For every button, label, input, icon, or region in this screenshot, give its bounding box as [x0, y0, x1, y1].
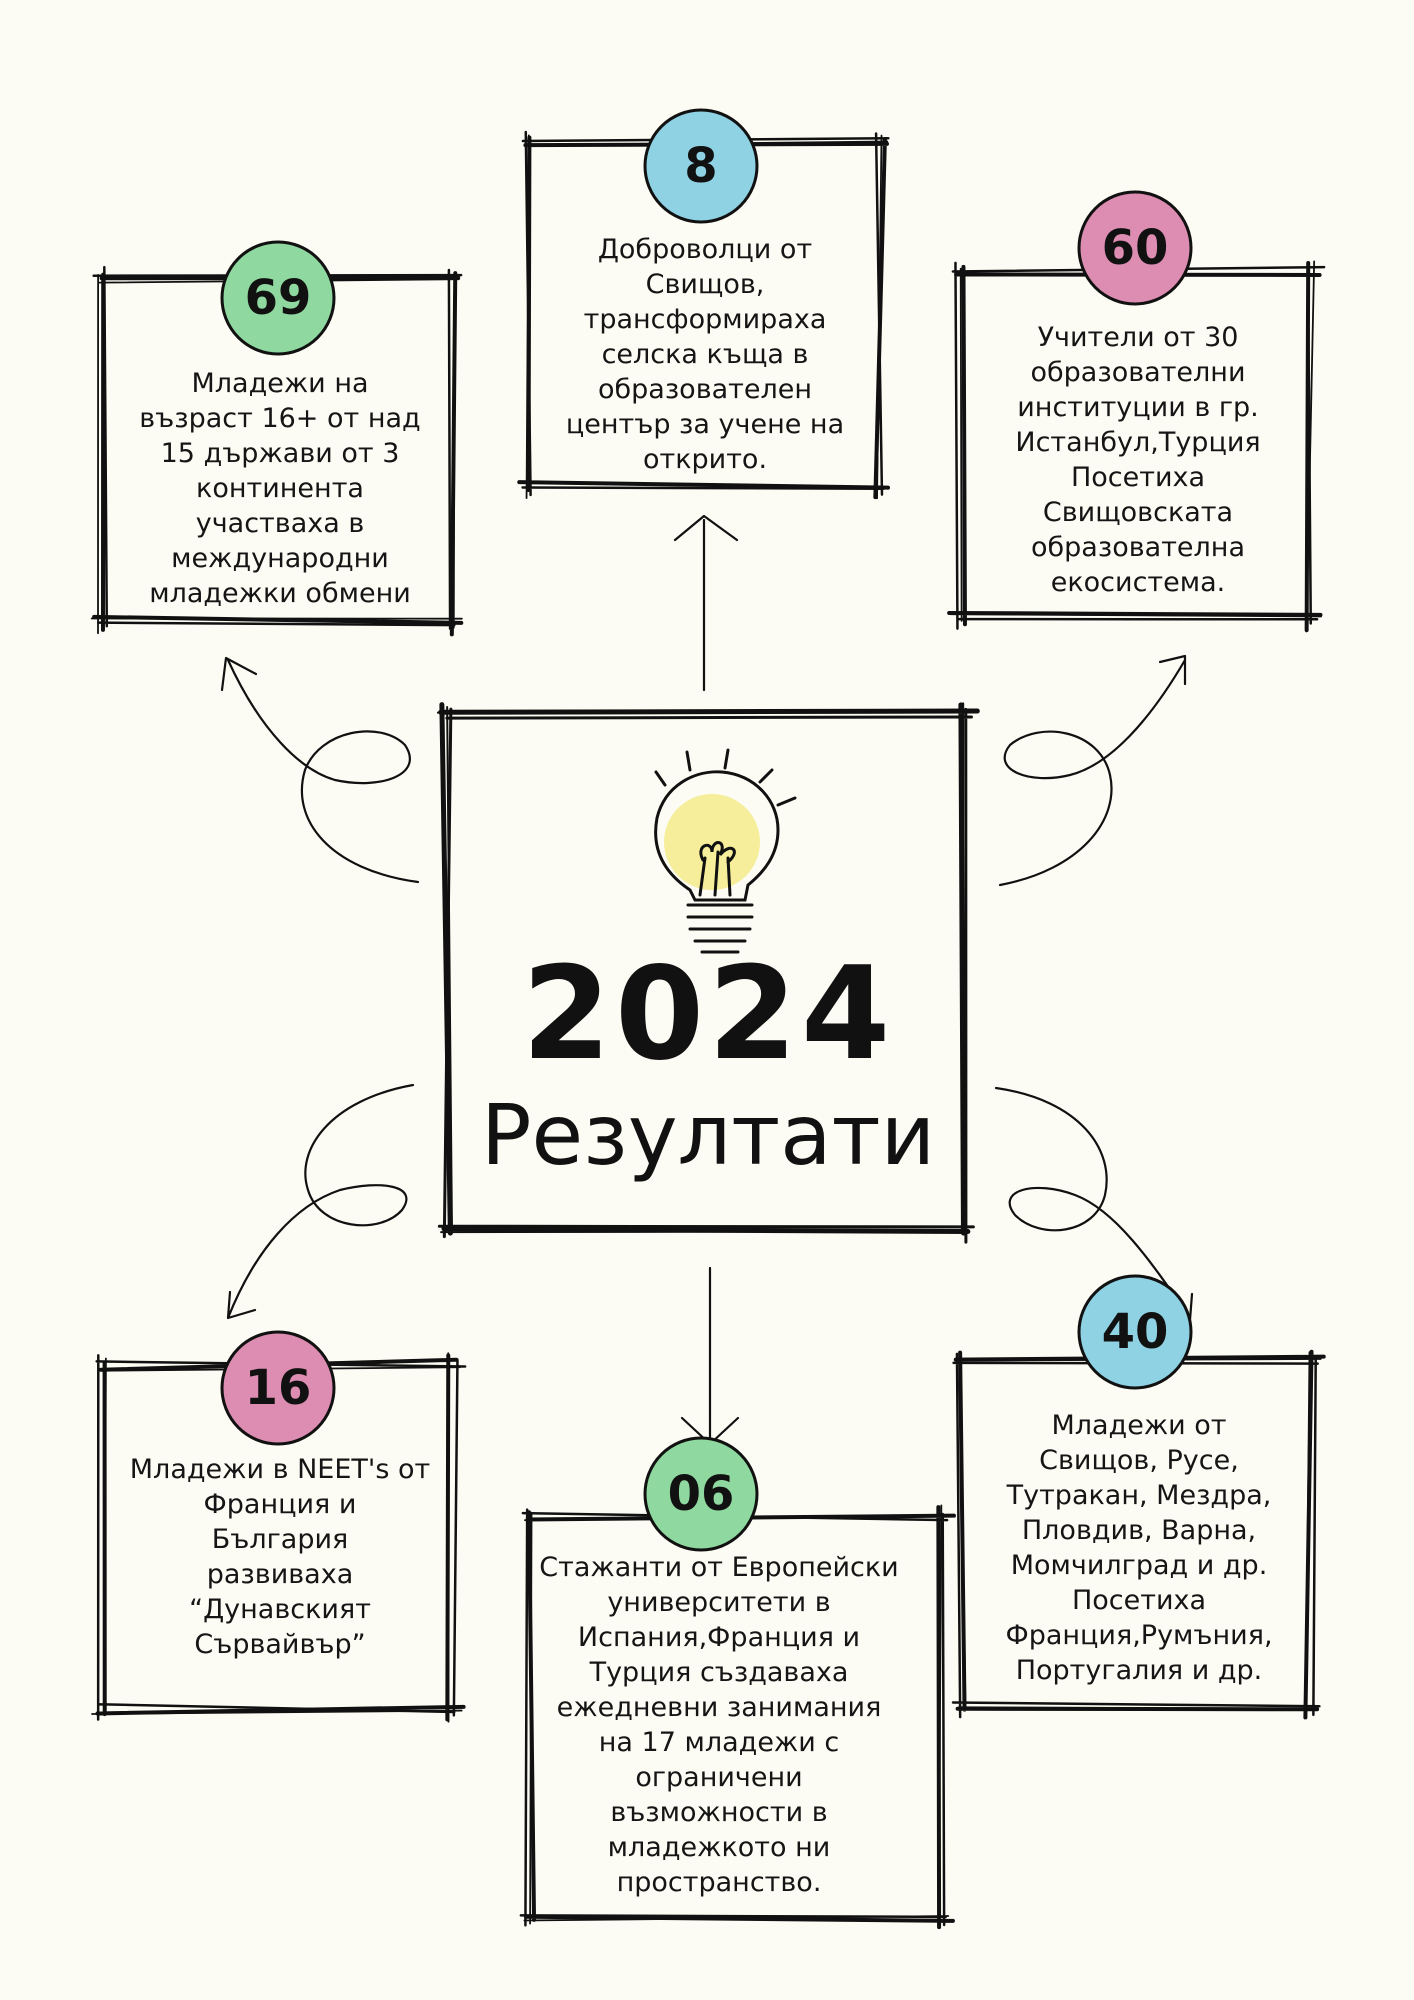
box-text-1: Младежи на възраст 16+ от над 15 държави от 3 континента участваха в международни младежки обмени: [139, 368, 421, 609]
box-text-5: Стажанти от Европейски университети в Испания,Франция и Турция създаваха ежедневни занимания на 17 младежи с ограничени възможности в младежкото ни пространство.: [539, 1552, 899, 1898]
box-text-4: Младежи в NEET's от Франция и България развиваха “Дунавският Сървайвър”: [129, 1454, 431, 1660]
box-text-6: Младежи от Свищов, Русе, Тутракан, Мездра, Пловдив, Варна, Момчилград и др. Посетиха Франция,Румъния, Португалия и др.: [1005, 1410, 1273, 1686]
lightbulb-icon: [656, 750, 795, 952]
center-subtitle: Резултати: [480, 1086, 936, 1184]
badge-number-5: 06: [667, 1466, 735, 1522]
arrow-down: [682, 1268, 738, 1444]
badge-number-1: 69: [244, 270, 312, 326]
badge-number-4: 16: [244, 1360, 312, 1416]
center-year: 2024: [521, 940, 895, 1089]
arrow-top-right: [1000, 656, 1185, 885]
box-text-3: Учители от 30 образователни институции в гр. Истанбул,Турция Посетиха Свищовската образователна екосистема.: [1015, 322, 1261, 598]
arrow-top-left: [222, 658, 418, 882]
box-text-2: Доброволци от Свищов, трансформираха селска къща в образователен център за учене на открито.: [565, 234, 845, 475]
badge-number-2: 8: [684, 138, 718, 194]
badge-number-6: 40: [1101, 1304, 1169, 1360]
arrow-up: [675, 516, 737, 690]
arrow-bottom-left: [228, 1085, 413, 1318]
badge-number-3: 60: [1101, 220, 1169, 276]
